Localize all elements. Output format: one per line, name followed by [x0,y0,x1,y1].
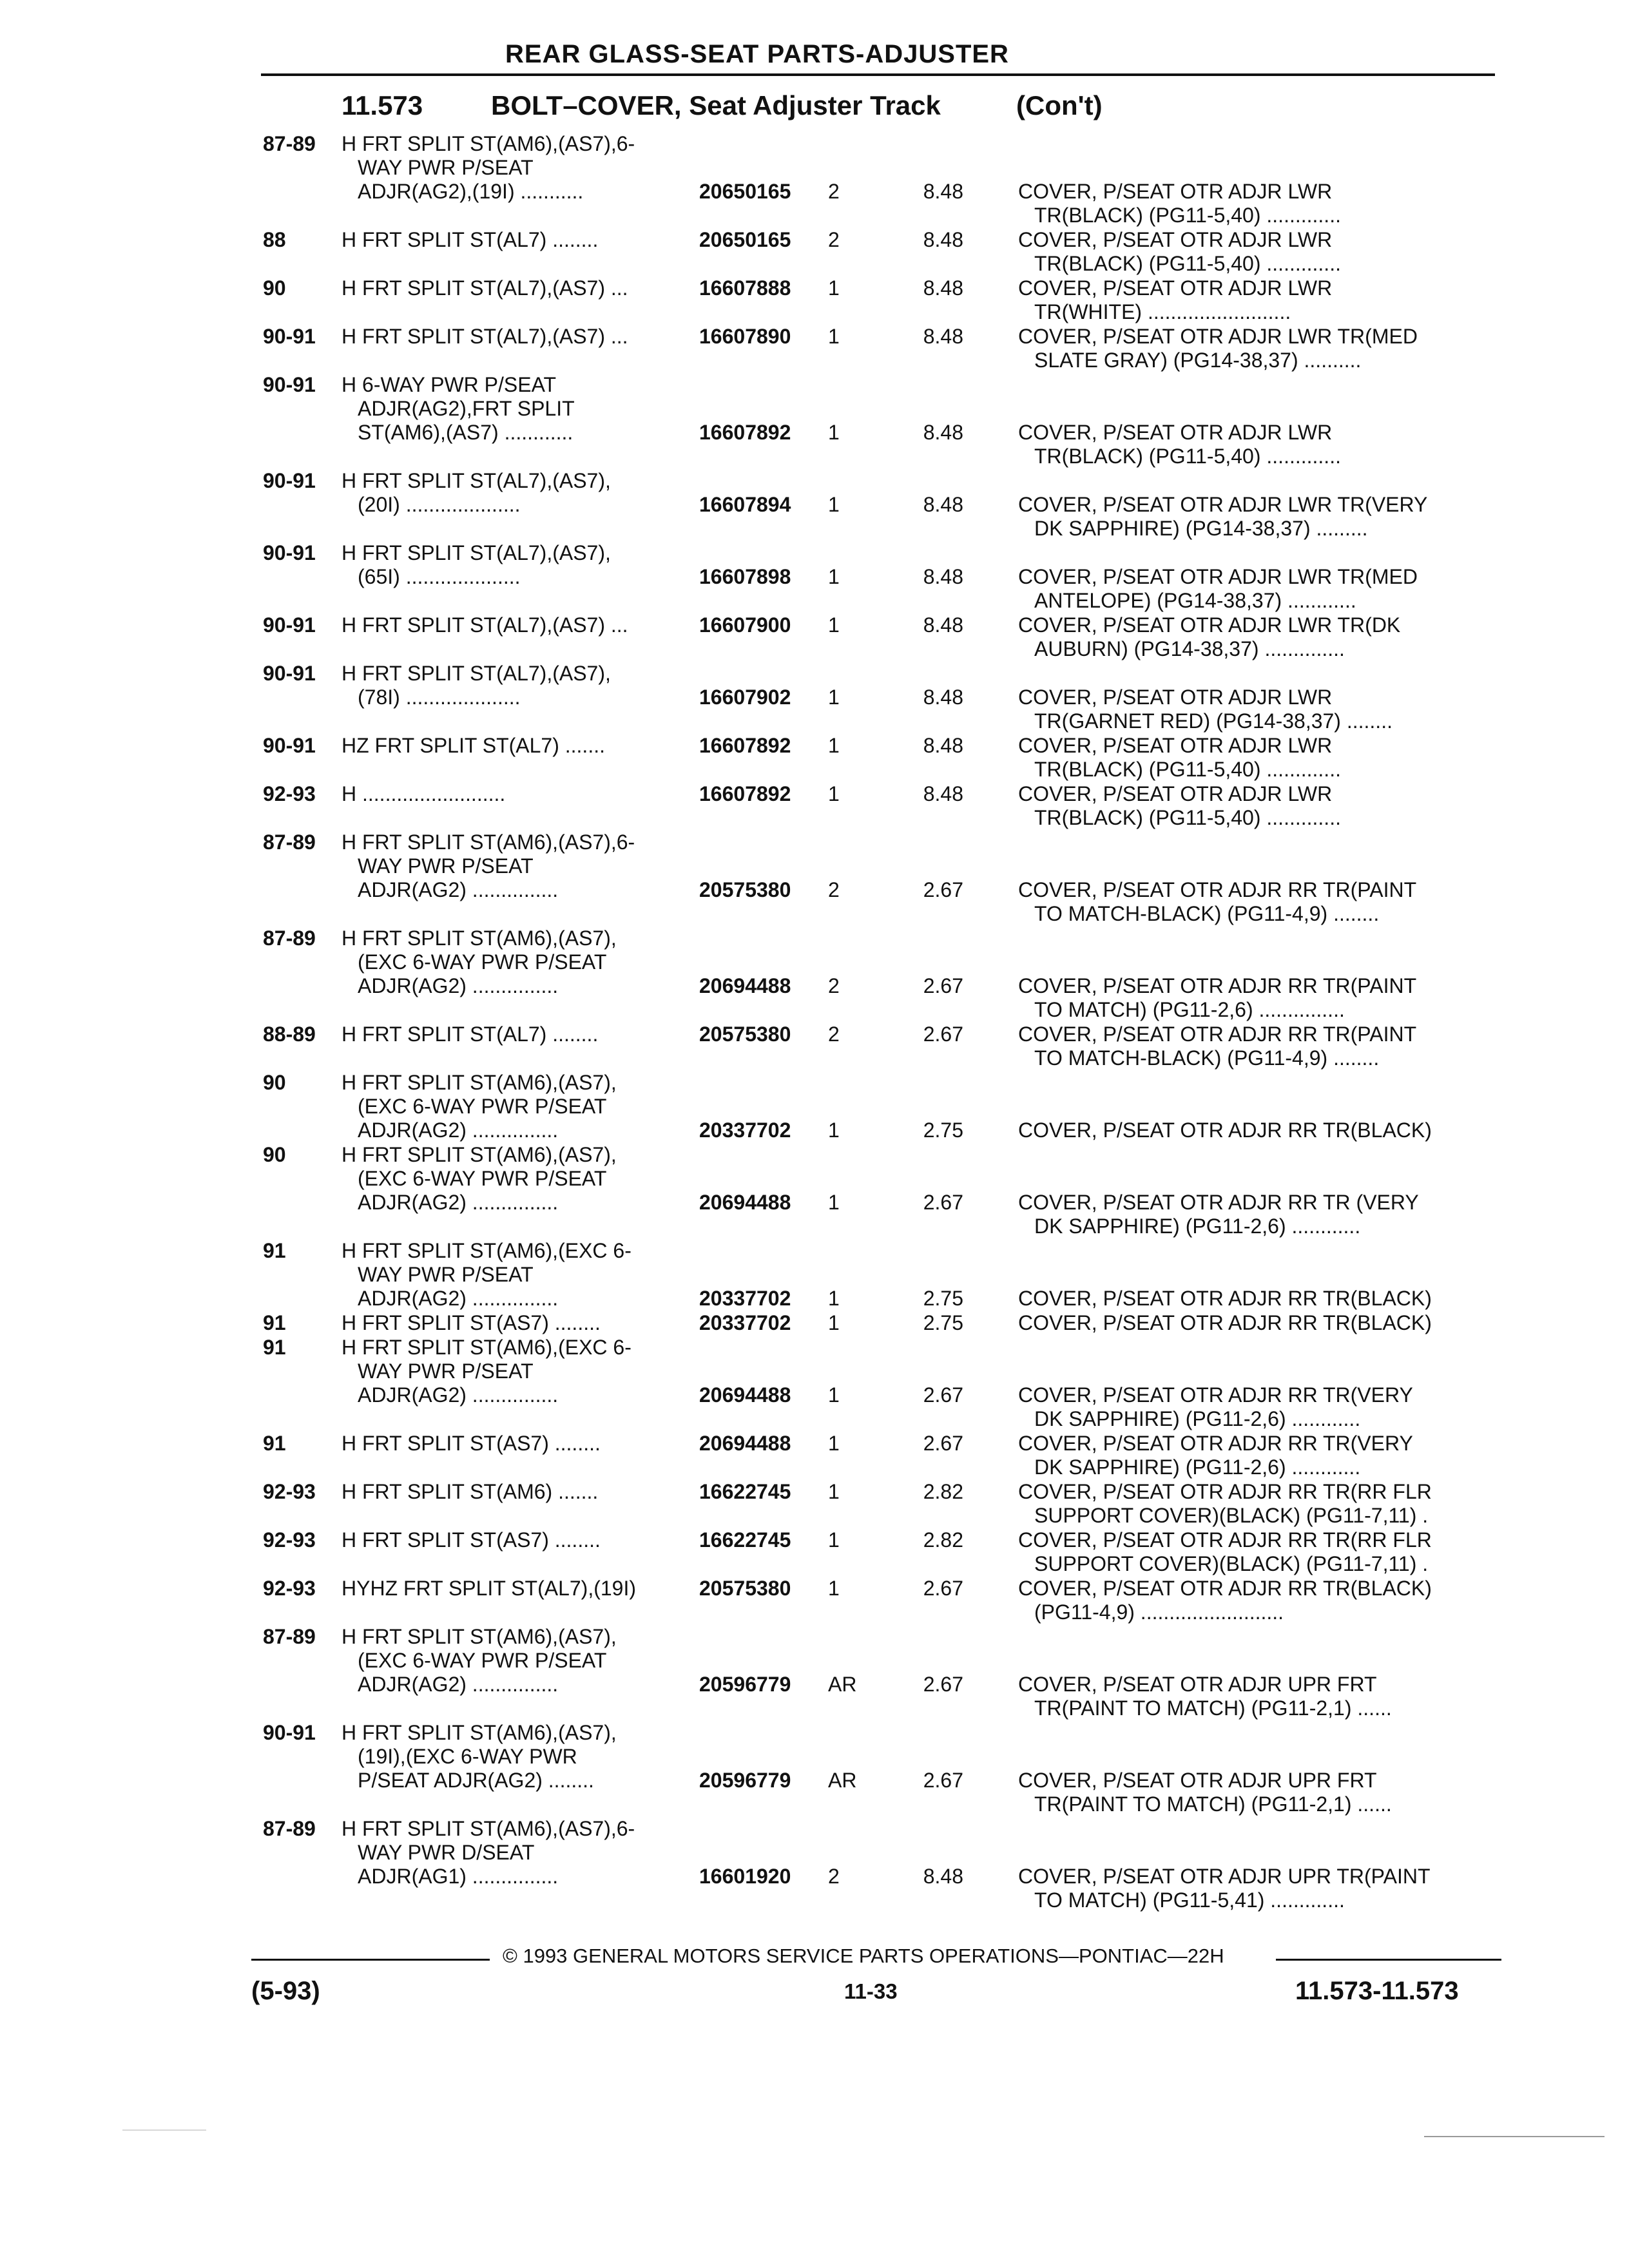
entry-quantity: 1 [828,1577,840,1600]
entry-part-name [1018,1023,1527,1070]
entry-year: 87-89 [263,1817,316,1840]
part-name-line: COVER, P/SEAT OTR ADJR LWR TR(MED [1018,565,1418,588]
entry-quantity: 1 [828,1480,840,1503]
part-name-line: COVER, P/SEAT OTR ADJR LWR [1018,421,1333,444]
parts-entry [258,927,1521,1022]
part-name-line: COVER, P/SEAT OTR ADJR RR TR(VERY [1018,1432,1413,1455]
entry-part-name [1018,1383,1527,1431]
entry-price: 8.48 [923,782,963,805]
parts-entry [258,373,1521,468]
section-heading [342,90,1103,126]
description-line: ST(AM6),(AS7) ............ [358,421,574,444]
part-name-line: AUBURN) (PG14-38,37) .............. [1034,637,1345,660]
entry-price: 2.75 [923,1287,963,1310]
description-line: H FRT SPLIT ST(AL7),(AS7) ... [342,613,628,637]
description-line: (EXC 6-WAY PWR P/SEAT [358,950,607,974]
entry-quantity: 2 [828,878,840,901]
description-line: (EXC 6-WAY PWR P/SEAT [358,1649,607,1672]
parts-entry [258,1577,1521,1624]
description-line: H FRT SPLIT ST(AM6),(AS7),6- [342,831,635,854]
part-name-line: COVER, P/SEAT OTR ADJR UPR TR(PAINT [1018,1865,1431,1888]
part-name-line: TO MATCH-BLACK) (PG11-4,9) ........ [1034,902,1380,925]
entry-part-name [1018,1119,1527,1142]
description-line: P/SEAT ADJR(AG2) ........ [358,1769,594,1792]
entry-year: 90 [263,1071,286,1094]
part-name-line: COVER, P/SEAT OTR ADJR LWR TR(DK [1018,613,1401,637]
entry-year: 88 [263,228,286,251]
part-name-line: TR(WHITE) ......................... [1034,300,1291,323]
entry-price: 2.67 [923,1769,963,1792]
footer-section-range: 11.573-11.573 [1295,1977,1459,2005]
parts-entry [258,1143,1521,1238]
entry-part-number: 20596779 [699,1673,791,1696]
parts-entry [258,132,1521,227]
description-line: H FRT SPLIT ST(AL7),(AS7), [342,469,611,492]
entry-part-number: 16607898 [699,565,791,588]
entry-year: 87-89 [263,927,316,950]
entry-part-name [1018,1287,1527,1311]
description-line: (EXC 6-WAY PWR P/SEAT [358,1167,607,1190]
entry-price: 2.82 [923,1480,963,1503]
entry-year: 90 [263,1143,286,1166]
entry-price: 8.48 [923,734,963,757]
description-line: WAY PWR D/SEAT [358,1841,535,1864]
entry-quantity: 1 [828,782,840,805]
scan-artifact [1424,2136,1605,2137]
entry-price: 8.48 [923,180,963,203]
part-name-line: TR(BLACK) (PG11-5,40) ............. [1034,758,1341,781]
footer-rule-left [251,1959,490,1961]
entry-part-name [1018,782,1527,830]
entry-year: 92-93 [263,782,316,805]
description-line: H FRT SPLIT ST(AM6),(EXC 6- [342,1336,631,1359]
part-name-line: TR(BLACK) (PG11-5,40) ............. [1034,204,1341,227]
entry-price: 8.48 [923,565,963,588]
entry-price: 8.48 [923,1865,963,1888]
parts-entry [258,228,1521,276]
entry-part-number: 20337702 [699,1311,791,1334]
description-line: HYHZ FRT SPLIT ST(AL7),(19I) [342,1577,636,1600]
part-name-line: DK SAPPHIRE) (PG11-2,6) ............ [1034,1456,1361,1479]
entry-part-name [1018,421,1527,468]
description-line: (78I) .................... [358,686,521,709]
entry-quantity: 1 [828,276,840,300]
parts-entry [258,276,1521,324]
entry-part-number: 20650165 [699,228,791,251]
entry-part-number: 20694488 [699,974,791,997]
entry-price: 2.67 [923,1023,963,1046]
description-line: ADJR(AG2) ............... [358,1287,559,1310]
entry-part-name [1018,878,1527,926]
entry-year: 90 [263,276,286,300]
description-line: ADJR(AG2),FRT SPLIT [358,397,575,420]
entry-price: 2.75 [923,1119,963,1142]
entry-quantity: 1 [828,1119,840,1142]
entry-quantity: 1 [828,686,840,709]
entry-part-number: 16622745 [699,1528,791,1552]
entry-quantity: AR [828,1673,857,1696]
entry-quantity: 2 [828,974,840,997]
entry-part-number: 20596779 [699,1769,791,1792]
entry-year: 87-89 [263,132,316,155]
description-line: H FRT SPLIT ST(AM6),(AS7), [342,1625,617,1648]
description-line: HZ FRT SPLIT ST(AL7) ....... [342,734,605,757]
entry-part-number: 16607892 [699,421,791,444]
part-name-line: COVER, P/SEAT OTR ADJR RR TR (VERY [1018,1191,1419,1214]
entry-price: 8.48 [923,276,963,300]
footer-copyright: © 1993 GENERAL MOTORS SERVICE PARTS OPERATIONS—PONTIAC—22H [503,1945,1224,1967]
parts-entry [258,1071,1521,1142]
entry-part-name [1018,974,1527,1022]
part-name-line: COVER, P/SEAT OTR ADJR RR TR(RR FLR [1018,1528,1432,1552]
part-name-line: COVER, P/SEAT OTR ADJR RR TR(RR FLR [1018,1480,1432,1503]
description-line: ADJR(AG2),(19I) ........... [358,180,584,203]
part-name-line: TR(BLACK) (PG11-5,40) ............. [1034,252,1341,275]
section-title: BOLT–COVER, Seat Adjuster Track [491,90,941,120]
entry-quantity: 1 [828,1383,840,1407]
entry-price: 8.48 [923,228,963,251]
part-name-line: COVER, P/SEAT OTR ADJR LWR [1018,276,1333,300]
entry-part-name [1018,1311,1527,1335]
description-line: WAY PWR P/SEAT [358,1263,534,1286]
entry-quantity: 1 [828,493,840,516]
description-line: H FRT SPLIT ST(AM6),(AS7),6- [342,1817,635,1840]
entry-part-number: 20650165 [699,180,791,203]
part-name-line: COVER, P/SEAT OTR ADJR LWR TR(MED [1018,325,1418,348]
entry-year: 88-89 [263,1023,316,1046]
entry-price: 2.75 [923,1311,963,1334]
description-line: H FRT SPLIT ST(AS7) ........ [342,1311,601,1334]
entry-part-number: 16601920 [699,1865,791,1888]
entry-part-number: 16607894 [699,493,791,516]
entry-part-name [1018,686,1527,733]
entry-quantity: 1 [828,1528,840,1552]
part-name-line: COVER, P/SEAT OTR ADJR RR TR(BLACK) [1018,1311,1432,1334]
entry-quantity: 1 [828,734,840,757]
part-name-line: COVER, P/SEAT OTR ADJR LWR [1018,228,1333,251]
part-name-line: TO MATCH) (PG11-5,41) ............. [1034,1888,1345,1912]
description-line: H FRT SPLIT ST(AM6),(AS7), [342,1721,617,1744]
entry-part-number: 20575380 [699,1577,791,1600]
entry-part-number: 16607888 [699,276,791,300]
description-line: (19I),(EXC 6-WAY PWR [358,1745,577,1768]
description-line: ADJR(AG2) ............... [358,1191,559,1214]
part-name-line: COVER, P/SEAT OTR ADJR RR TR(BLACK) [1018,1119,1432,1142]
part-name-line: TR(BLACK) (PG11-5,40) ............. [1034,445,1341,468]
entry-part-number: 16622745 [699,1480,791,1503]
entry-part-name [1018,613,1527,661]
entry-quantity: 2 [828,1023,840,1046]
part-name-line: COVER, P/SEAT OTR ADJR LWR [1018,686,1333,709]
part-name-line: TO MATCH) (PG11-2,6) ............... [1034,998,1345,1021]
part-name-line: (PG11-4,9) ......................... [1034,1600,1284,1624]
entry-part-name [1018,1432,1527,1479]
entry-price: 2.67 [923,1432,963,1455]
description-line: ADJR(AG2) ............... [358,878,559,901]
part-name-line: TR(GARNET RED) (PG14-38,37) ........ [1034,709,1393,733]
part-name-line: ANTELOPE) (PG14-38,37) ............ [1034,589,1356,612]
part-name-line: COVER, P/SEAT OTR ADJR LWR [1018,180,1333,203]
parts-entry [258,469,1521,541]
description-line: H FRT SPLIT ST(AM6),(AS7), [342,1143,617,1166]
entry-quantity: 1 [828,1191,840,1214]
entry-part-name [1018,1191,1527,1238]
entry-part-name [1018,1769,1527,1816]
part-name-line: TO MATCH-BLACK) (PG11-4,9) ........ [1034,1046,1380,1070]
entry-part-name [1018,1528,1527,1576]
entry-part-number: 16607890 [699,325,791,348]
entry-year: 91 [263,1432,286,1455]
entry-part-number: 16607892 [699,782,791,805]
entry-part-number: 20694488 [699,1432,791,1455]
description-line: (20I) .................... [358,493,521,516]
entry-part-name [1018,1480,1527,1528]
description-line: ADJR(AG1) ............... [358,1865,559,1888]
entry-quantity: 2 [828,180,840,203]
description-line: WAY PWR P/SEAT [358,854,534,878]
section-continued: (Con't) [1016,90,1103,120]
description-line: H ......................... [342,782,506,805]
part-name-line: COVER, P/SEAT OTR ADJR UPR FRT [1018,1673,1377,1696]
part-name-line: DK SAPPHIRE) (PG11-2,6) ............ [1034,1215,1361,1238]
entry-year: 90-91 [263,541,316,564]
parts-entry [258,782,1521,830]
entry-year: 91 [263,1336,286,1359]
entry-part-name [1018,1673,1527,1720]
entry-quantity: 2 [828,1865,840,1888]
description-line: H FRT SPLIT ST(AM6),(AS7), [342,927,617,950]
entry-part-number: 16607900 [699,613,791,637]
description-line: (65I) .................... [358,565,521,588]
entry-part-number: 20337702 [699,1287,791,1310]
part-name-line: COVER, P/SEAT OTR ADJR RR TR(PAINT [1018,878,1417,901]
entry-year: 87-89 [263,831,316,854]
entry-year: 91 [263,1239,286,1262]
part-name-line: COVER, P/SEAT OTR ADJR RR TR(BLACK) [1018,1287,1432,1310]
part-name-line: SLATE GRAY) (PG14-38,37) .......... [1034,349,1362,372]
entry-year: 90-91 [263,373,316,396]
part-name-line: TR(BLACK) (PG11-5,40) ............. [1034,806,1341,829]
entry-quantity: 1 [828,1287,840,1310]
entry-year: 90-91 [263,613,316,637]
description-line: H FRT SPLIT ST(AS7) ........ [342,1432,601,1455]
entry-price: 2.67 [923,1383,963,1407]
entry-part-name [1018,565,1527,613]
parts-entry [258,1625,1521,1720]
entry-price: 8.48 [923,421,963,444]
entry-year: 92-93 [263,1528,316,1552]
description-line: H FRT SPLIT ST(AL7),(AS7), [342,662,611,685]
entry-part-name [1018,325,1527,372]
entry-part-number: 16607892 [699,734,791,757]
entry-part-name [1018,1865,1527,1912]
entry-quantity: AR [828,1769,857,1792]
parts-entry [258,1721,1521,1816]
entry-quantity: 2 [828,228,840,251]
entry-part-number: 20694488 [699,1383,791,1407]
parts-entry [258,1023,1521,1070]
description-line: (EXC 6-WAY PWR P/SEAT [358,1095,607,1118]
footer-date-code: (5-93) [251,1977,320,2005]
entry-quantity: 1 [828,325,840,348]
description-line: ADJR(AG2) ............... [358,1383,559,1407]
entry-price: 2.67 [923,974,963,997]
parts-entry [258,734,1521,782]
scan-artifact [122,2129,206,2131]
entry-price: 2.67 [923,1673,963,1696]
entry-quantity: 1 [828,421,840,444]
entry-part-number: 20694488 [699,1191,791,1214]
entry-quantity: 1 [828,613,840,637]
entry-price: 8.48 [923,613,963,637]
part-name-line: DK SAPPHIRE) (PG11-2,6) ............ [1034,1407,1361,1430]
part-name-line: COVER, P/SEAT OTR ADJR LWR [1018,734,1333,757]
description-line: H FRT SPLIT ST(AL7) ........ [342,228,599,251]
description-line: ADJR(AG2) ............... [358,1119,559,1142]
entry-part-number: 20337702 [699,1119,791,1142]
description-line: H FRT SPLIT ST(AM6),(EXC 6- [342,1239,631,1262]
entry-year: 91 [263,1311,286,1334]
entry-year: 90-91 [263,1721,316,1744]
entry-year: 92-93 [263,1577,316,1600]
entry-price: 8.48 [923,686,963,709]
entry-year: 90-91 [263,734,316,757]
description-line: H 6-WAY PWR P/SEAT [342,373,557,396]
entry-part-name [1018,734,1527,782]
part-name-line: SUPPORT COVER)(BLACK) (PG11-7,11) . [1034,1504,1429,1527]
part-name-line: TR(PAINT TO MATCH) (PG11-2,1) ...... [1034,1792,1392,1816]
parts-entry [258,1528,1521,1576]
entry-year: 90-91 [263,662,316,685]
entry-price: 2.67 [923,1577,963,1600]
parts-entry [258,541,1521,613]
page-header-title: REAR GLASS-SEAT PARTS-ADJUSTER [505,40,1009,68]
entry-quantity: 1 [828,565,840,588]
header-rule [261,73,1495,76]
part-name-line: COVER, P/SEAT OTR ADJR RR TR(VERY [1018,1383,1413,1407]
entry-year: 87-89 [263,1625,316,1648]
entry-price: 2.67 [923,1191,963,1214]
section-number: 11.573 [342,90,423,120]
parts-entry [258,662,1521,733]
part-name-line: COVER, P/SEAT OTR ADJR RR TR(BLACK) [1018,1577,1432,1600]
footer-page-number: 11-33 [844,1979,898,2003]
description-line: H FRT SPLIT ST(AM6) ....... [342,1480,599,1503]
description-line: H FRT SPLIT ST(AL7),(AS7), [342,541,611,564]
description-line: H FRT SPLIT ST(AL7) ........ [342,1023,599,1046]
entry-year: 92-93 [263,1480,316,1503]
entry-price: 8.48 [923,493,963,516]
description-line: H FRT SPLIT ST(AS7) ........ [342,1528,601,1552]
description-line: H FRT SPLIT ST(AM6),(AS7), [342,1071,617,1094]
parts-entry [258,613,1521,661]
entry-part-name [1018,493,1527,541]
part-name-line: COVER, P/SEAT OTR ADJR RR TR(PAINT [1018,974,1417,997]
part-name-line: SUPPORT COVER)(BLACK) (PG11-7,11) . [1034,1552,1429,1575]
description-line: H FRT SPLIT ST(AL7),(AS7) ... [342,276,628,300]
part-name-line: COVER, P/SEAT OTR ADJR RR TR(PAINT [1018,1023,1417,1046]
footer-rule-right [1276,1959,1501,1961]
entry-year: 90-91 [263,325,316,348]
entry-part-name [1018,276,1527,324]
entry-price: 2.67 [923,878,963,901]
parts-entry [258,1480,1521,1528]
parts-entry [258,1311,1521,1335]
entry-part-number: 20575380 [699,1023,791,1046]
parts-entry [258,1817,1521,1912]
entry-part-name [1018,228,1527,276]
part-name-line: COVER, P/SEAT OTR ADJR LWR TR(VERY [1018,493,1428,516]
description-line: WAY PWR P/SEAT [358,156,534,179]
entry-price: 2.82 [923,1528,963,1552]
entry-year: 90-91 [263,469,316,492]
entry-part-name [1018,180,1527,227]
parts-entry [258,1336,1521,1431]
parts-entry [258,1432,1521,1479]
entry-part-number: 16607902 [699,686,791,709]
part-name-line: COVER, P/SEAT OTR ADJR LWR [1018,782,1333,805]
entry-price: 8.48 [923,325,963,348]
parts-entry [258,325,1521,372]
entry-part-number: 20575380 [699,878,791,901]
description-line: H FRT SPLIT ST(AM6),(AS7),6- [342,132,635,155]
description-line: H FRT SPLIT ST(AL7),(AS7) ... [342,325,628,348]
entry-quantity: 1 [828,1311,840,1334]
parts-entry [258,831,1521,926]
part-name-line: COVER, P/SEAT OTR ADJR UPR FRT [1018,1769,1377,1792]
parts-entry [258,1239,1521,1311]
description-line: ADJR(AG2) ............... [358,1673,559,1696]
part-name-line: DK SAPPHIRE) (PG14-38,37) ......... [1034,517,1368,540]
description-line: ADJR(AG2) ............... [358,974,559,997]
entry-part-name [1018,1577,1527,1624]
description-line: WAY PWR P/SEAT [358,1360,534,1383]
part-name-line: TR(PAINT TO MATCH) (PG11-2,1) ...... [1034,1696,1392,1720]
entry-quantity: 1 [828,1432,840,1455]
